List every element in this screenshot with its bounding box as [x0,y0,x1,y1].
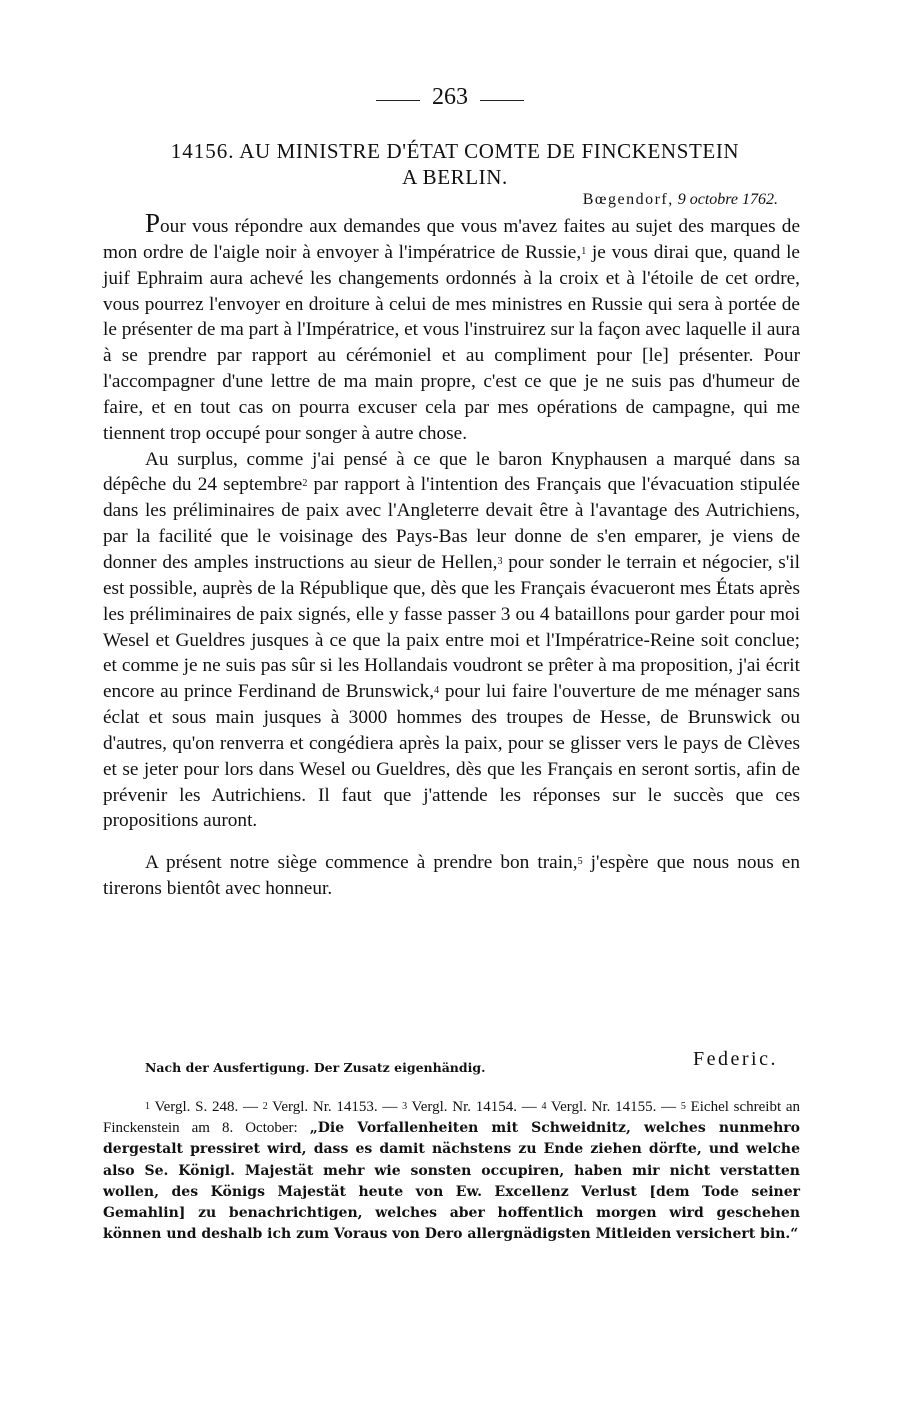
footnote-ref-3: 3 [497,555,503,567]
page-number: 263 [432,84,468,110]
footnote-5-quote: „Die Vorfallenheiten mit Schweidnitz, welches nunmehro dergestalt pressiret wird, dass es damit nächstens zu Ende ziehen dörfte, und welche also Se. Königl. Majestät mehr wie sonsten occupiren, haben mir nicht verstatten wollen, des Königs Majestät heute von Ew. Excellenz Verlust [dem Tode seiner Gemahlin] zu benachrichtigen, welches aber hoffentlich morgen wird geschehen können und deshalb ich zum Voraus von Dero allergnädigsten Mitleiden versichert bin.“ [103,1120,800,1243]
letter-body [103,210,800,902]
dateline-date: 9 octobre 1762. [677,191,778,208]
paragraph-3-text-a: A présent notre siège commence à prendre bon train, [145,852,578,874]
footnote-ref-5: 5 [577,856,583,868]
letter-heading-line2 [120,164,790,190]
footnote-mark-2: 2 [262,1101,268,1112]
paragraph-1 [103,210,800,447]
footnote-ref-2: 2 [302,478,308,490]
footnote-mark-3: 3 [402,1101,408,1112]
footnote-mark-1: 1 [145,1101,150,1112]
footnote-mark-4: 4 [541,1101,547,1112]
paragraph-1-text-b: je vous dirai que, quand le juif Ephraim aura achevé les changements ordonnés à la croix et à l'étoile de cet ordre, vous pourrez l'envoyer en droiture à celui de mes ministres en Russie qui sera à portée de le présenter de ma part à l'Impératrice, et vous l'instruirez sur la façon avec laquelle il aura à se prendre par rapport au cérémoniel et au compliment pour [le] présenter. Pour l'accompagner d'une lettre de ma main propre, c'est ce que je ne suis pas d'humeur de faire, et en tout cas on pourra excuser cela par mes opérations de campagne, qui me tiennent trop occupé pour songer à autre chose. [103,241,800,444]
paragraph-1-text-a: our vous répondre aux demandes que vous m'avez faites au sujet des marques de mon ordre de l'aigle noir à envoyer à l'impératrice de Russie, [103,216,800,263]
footnote-3: Vergl. Nr. 14154. — [407,1099,542,1115]
footnotes [103,1097,800,1245]
page-number-right-rule [480,100,524,102]
paragraph-1-initial: P [145,208,161,238]
paragraph-2 [103,447,800,835]
dateline [583,191,778,209]
footnote-ref-4: 4 [434,685,440,697]
footnote-1: Vergl. S. 248. — [150,1099,263,1115]
paragraph-3-text-b: j'espère que nous nous en tirerons bientôt avec honneur. [103,852,800,900]
footnote-4: Vergl. Nr. 14155. — [546,1099,681,1115]
letter-number: 14156. [170,139,235,163]
letter-title-line2: A BERLIN. [402,165,508,189]
paragraph-3 [103,850,800,902]
paragraph-2-text-b: par rapport à l'intention des Français que l'évacuation stipulée dans les préliminaires de paix avec l'Angleterre devait être à l'avantage des Autrichiens, par la facilité que le voisinage des Pays-Bas leur donne de s'en emparer, je viens de donner des amples instructions au sieur de Hellen, [103,474,800,573]
dateline-place: Bœgendorf, [582,191,674,208]
footnote-mark-5: 5 [680,1101,686,1112]
letter-title-line1: AU MINISTRE D'ÉTAT COMTE DE FINCKENSTEIN [239,139,740,163]
page-number-left-rule [376,100,420,102]
footnotes-paragraph [103,1097,800,1245]
page-number-row [0,84,900,111]
letter-heading [120,138,790,164]
paragraph-2-text-a: Au surplus, comme j'ai pensé à ce que le baron Knyphausen a marqué dans sa dépêche du 24 septembre [103,448,800,496]
paragraph-2-text-d: pour lui faire l'ouverture de me ménager sans éclat et sous main jusques à 3000 hommes des troupes de Hesse, de Brunswick ou d'autres, qu'on renverra et congédiera après la paix, pour se glisser vers le pays de Clèves et se jeter pour lors dans Wesel ou Gueldres, dès que les Français en seront sortis, afin de prévenir les Autrichiens. Il faut que j'attende les réponses sur le succès que ces propositions auront. [103,681,800,832]
footnote-2: Vergl. Nr. 14153. — [267,1099,403,1115]
source-note: Nach der Ausfertigung. Der Zusatz eigenhändig. [145,1060,486,1075]
signature: Federic. [693,1048,778,1070]
footnote-ref-1: 1 [581,245,587,257]
paragraph-2-text-c: pour sonder le terrain et négocier, s'il est possible, auprès de la République que, dès que les Français évacueront mes États après les préliminaires de paix signés, elle y fasse passer 3 ou 4 bataillons pour garder pour moi Wesel et Gueldres jusques à ce que la paix entre moi et l'Impératrice-Reine soit conclue; et comme je ne suis pas sûr si les Hollandais voudront se prêter à ma proposition, j'ai écrit encore au prince Ferdinand de Brunswick, [103,551,801,703]
footnote-5-intro: Eichel schreibt an Finckenstein am 8. October: [103,1099,800,1137]
